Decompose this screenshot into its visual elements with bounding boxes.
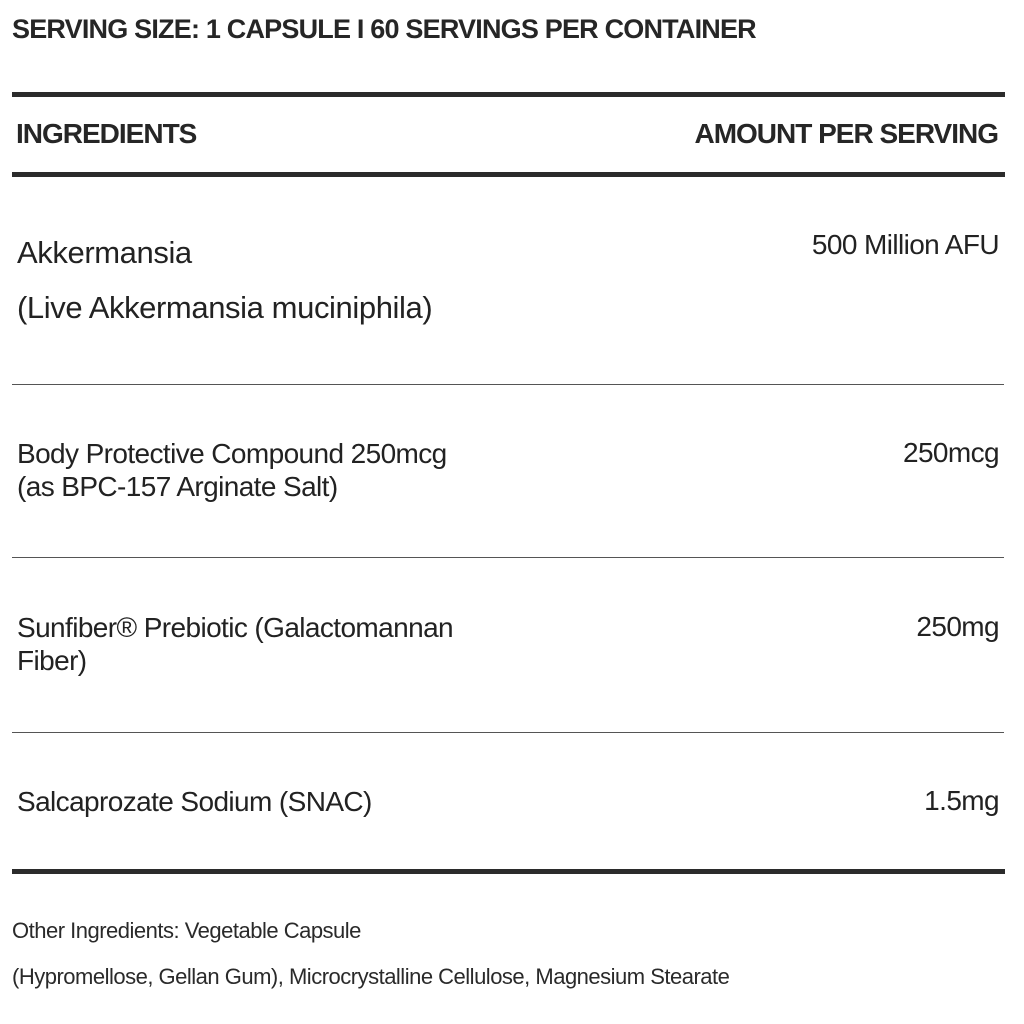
ingredient-name bbox=[17, 785, 372, 818]
divider-row bbox=[12, 384, 1004, 385]
ingredient-amount: 250mcg bbox=[902, 437, 999, 468]
divider-thick-header bbox=[12, 172, 1005, 177]
serving-size-heading: SERVING SIZE: 1 CAPSULE I 60 SERVINGS PER CONTAINER bbox=[12, 14, 756, 44]
ingredient-name-subline: (Live Akkermansia muciniphila) bbox=[17, 289, 433, 325]
ingredient-amount: 500 Million AFU bbox=[811, 229, 999, 260]
other-ingredients bbox=[12, 908, 729, 1000]
ingredient-amount: 250mg bbox=[916, 611, 999, 642]
ingredient-amount: 1.5mg bbox=[924, 785, 999, 816]
ingredient-name-line: Body Protective Compound 250mcg bbox=[17, 438, 447, 469]
ingredient-name-line: Sunfiber® Prebiotic (Galactomannan bbox=[17, 612, 454, 643]
ingredient-name-line: Akkermansia bbox=[17, 235, 192, 270]
ingredient-name-subline: (as BPC-157 Arginate Salt) bbox=[17, 471, 338, 503]
ingredient-name bbox=[17, 611, 453, 677]
ingredient-name-subline: Fiber) bbox=[17, 645, 87, 677]
amount-column-header: AMOUNT PER SERVING bbox=[694, 118, 998, 149]
ingredient-name bbox=[17, 437, 447, 503]
ingredients-column-header: INGREDIENTS bbox=[16, 118, 197, 149]
other-ingredients-line: (Hypromellose, Gellan Gum), Microcrystalline Cellulose, Magnesium Stearate bbox=[12, 964, 730, 989]
other-ingredients-line: Other Ingredients: Vegetable Capsule bbox=[12, 918, 361, 943]
divider-row bbox=[12, 732, 1004, 733]
ingredient-name-line: Salcaprozate Sodium (SNAC) bbox=[17, 786, 372, 817]
divider-row bbox=[12, 557, 1004, 558]
divider-thick-bottom bbox=[12, 869, 1005, 874]
ingredient-name bbox=[17, 226, 432, 336]
divider-thick-top bbox=[12, 92, 1005, 97]
